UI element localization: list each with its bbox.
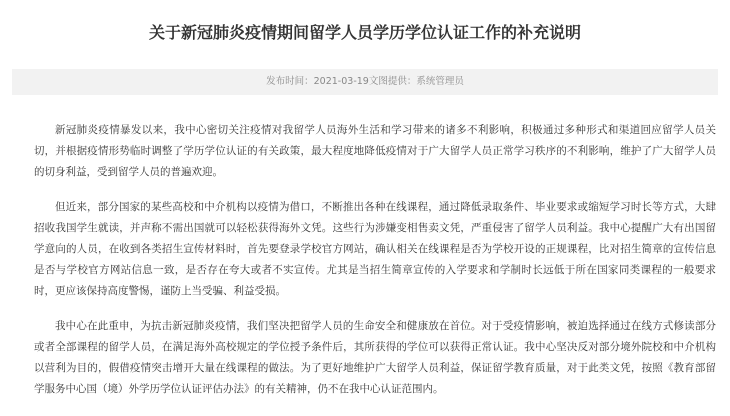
publish-date: 2021-03-19 [313,76,369,87]
article-meta-bar [12,69,718,95]
article-paragraph-3: 我中心在此重申，为抗击新冠肺炎疫情，我们坚决把留学人员的生命安全和健康放在首位。对于受疫情影响，被迫选择通过在线方式修读部分或者全部课程的留学人员，在满足海外高校规定的学位授予条件后，其所获得的学位可以获得正常认证。我中心坚决反对部分境外院校和中介机构以营利为目的，假借疫情突击增开大量在线课程的做法。为了更好地维护广大留学人员利益，保证留学教育质量，对于此类文凭，按照《教育部留学服务中心国（境）外学历学位认证评估办法》的有关精神，仍不在我中心认证范围内。 [34,320,716,395]
article-paragraph-2: 但近来，部分国家的某些高校和中介机构以疫情为借口，不断推出各种在线课程，通过降低录取条件、毕业要求或缩短学习时长等方式，大肆招收我国学生就读，并声称不需出国就可以轻松获得海外文凭。这些行为涉嫌变相售卖文凭，严重侵害了留学人员利益。我中心提醒广大有出国留学意向的人员，在收到各类招生宣传材料时，首先要登录学校官方网站，确认相关在线课程是否为学校开设的正规课程，比对招生简章的宣传信息是否与学校官方网站信息一致，是否存在夸大或者不实宣传。尤其是当招生简章宣传的入学要求和学制时长远低于所在国家同类课程的一般要求时，更应该保持高度警惕，谨防上当受骗、利益受损。 [34,201,716,297]
article-body [34,120,716,414]
article-paragraph-1: 新冠肺炎疫情暴发以来，我中心密切关注疫情对我留学人员海外生活和学习带来的诸多不利影响，积极通过多种形式和渠道回应留学人员关切，并根据疫情形势临时调整了学历学位认证的有关政策，最大程度地降低疫情对于广大留学人员正常学习秩序的不利影响，维护了广大留学人员的切身利益，受到留学人员的普遍欢迎。 [34,124,716,178]
article-title: 关于新冠肺炎疫情期间留学人员学历学位认证工作的补充说明 [148,23,581,42]
publish-time-label: 发布时间： [266,76,314,87]
source-label: 文图提供： [368,76,417,87]
source-value: 系统管理员 [416,76,464,87]
